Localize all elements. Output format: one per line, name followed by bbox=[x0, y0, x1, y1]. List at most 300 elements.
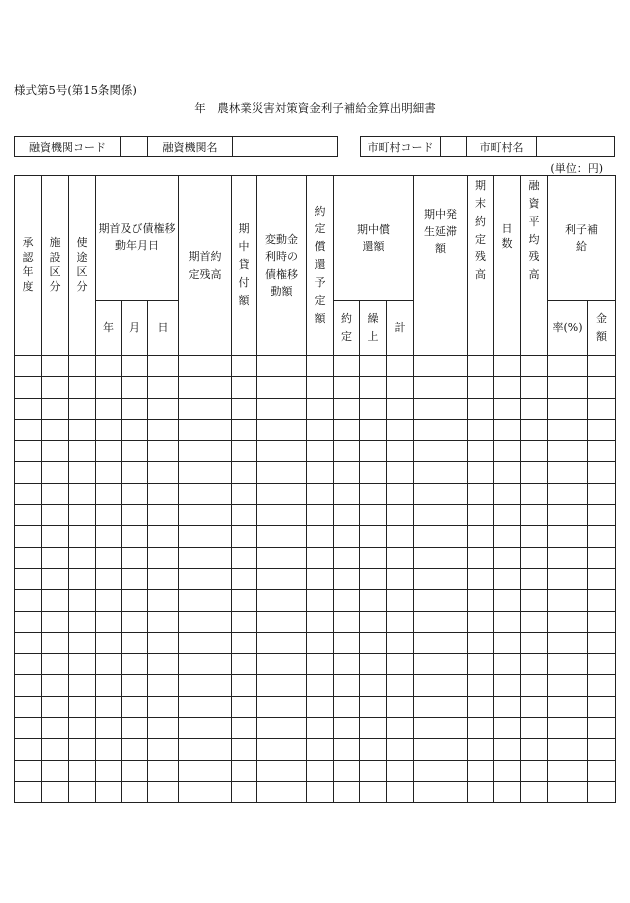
entry-cell[interactable] bbox=[468, 526, 494, 547]
entry-cell[interactable] bbox=[521, 398, 548, 419]
entry-cell[interactable] bbox=[96, 441, 122, 462]
entry-cell[interactable] bbox=[548, 654, 588, 675]
entry-cell[interactable] bbox=[588, 760, 616, 781]
entry-cell[interactable] bbox=[148, 632, 179, 653]
entry-cell[interactable] bbox=[15, 356, 42, 377]
entry-cell[interactable] bbox=[360, 760, 387, 781]
entry-cell[interactable] bbox=[521, 654, 548, 675]
entry-cell[interactable] bbox=[15, 675, 42, 696]
entry-cell[interactable] bbox=[69, 441, 96, 462]
entry-cell[interactable] bbox=[96, 654, 122, 675]
entry-cell[interactable] bbox=[42, 398, 69, 419]
entry-cell[interactable] bbox=[360, 462, 387, 483]
entry-cell[interactable] bbox=[15, 419, 42, 440]
entry-cell[interactable] bbox=[494, 781, 521, 802]
entry-cell[interactable] bbox=[334, 441, 360, 462]
entry-cell[interactable] bbox=[257, 483, 307, 504]
entry-cell[interactable] bbox=[360, 675, 387, 696]
entry-cell[interactable] bbox=[494, 654, 521, 675]
entry-cell[interactable] bbox=[42, 611, 69, 632]
entry-cell[interactable] bbox=[148, 739, 179, 760]
entry-cell[interactable] bbox=[588, 632, 616, 653]
entry-cell[interactable] bbox=[494, 590, 521, 611]
entry-cell[interactable] bbox=[548, 547, 588, 568]
entry-cell[interactable] bbox=[69, 632, 96, 653]
entry-cell[interactable] bbox=[179, 526, 232, 547]
entry-cell[interactable] bbox=[15, 568, 42, 589]
entry-cell[interactable] bbox=[69, 696, 96, 717]
entry-cell[interactable] bbox=[521, 462, 548, 483]
entry-cell[interactable] bbox=[179, 696, 232, 717]
entry-cell[interactable] bbox=[69, 505, 96, 526]
entry-cell[interactable] bbox=[494, 505, 521, 526]
entry-cell[interactable] bbox=[179, 739, 232, 760]
entry-cell[interactable] bbox=[15, 611, 42, 632]
entry-cell[interactable] bbox=[360, 398, 387, 419]
entry-cell[interactable] bbox=[42, 441, 69, 462]
entry-cell[interactable] bbox=[548, 441, 588, 462]
entry-cell[interactable] bbox=[232, 632, 257, 653]
entry-cell[interactable] bbox=[148, 483, 179, 504]
entry-cell[interactable] bbox=[69, 718, 96, 739]
entry-cell[interactable] bbox=[257, 760, 307, 781]
entry-cell[interactable] bbox=[69, 398, 96, 419]
entry-cell[interactable] bbox=[414, 356, 468, 377]
entry-cell[interactable] bbox=[468, 419, 494, 440]
entry-cell[interactable] bbox=[257, 398, 307, 419]
entry-cell[interactable] bbox=[334, 696, 360, 717]
entry-cell[interactable] bbox=[148, 654, 179, 675]
entry-cell[interactable] bbox=[122, 505, 148, 526]
entry-cell[interactable] bbox=[96, 398, 122, 419]
entry-cell[interactable] bbox=[96, 505, 122, 526]
entry-cell[interactable] bbox=[334, 462, 360, 483]
entry-cell[interactable] bbox=[494, 419, 521, 440]
entry-cell[interactable] bbox=[307, 739, 334, 760]
entry-cell[interactable] bbox=[42, 356, 69, 377]
entry-cell[interactable] bbox=[521, 718, 548, 739]
entry-cell[interactable] bbox=[468, 611, 494, 632]
entry-cell[interactable] bbox=[494, 568, 521, 589]
entry-cell[interactable] bbox=[334, 781, 360, 802]
entry-cell[interactable] bbox=[414, 377, 468, 398]
entry-cell[interactable] bbox=[387, 611, 414, 632]
entry-cell[interactable] bbox=[307, 441, 334, 462]
entry-cell[interactable] bbox=[521, 590, 548, 611]
entry-cell[interactable] bbox=[521, 547, 548, 568]
entry-cell[interactable] bbox=[414, 632, 468, 653]
entry-cell[interactable] bbox=[468, 590, 494, 611]
entry-cell[interactable] bbox=[494, 760, 521, 781]
entry-cell[interactable] bbox=[122, 632, 148, 653]
entry-cell[interactable] bbox=[548, 718, 588, 739]
entry-cell[interactable] bbox=[96, 377, 122, 398]
entry-cell[interactable] bbox=[334, 526, 360, 547]
entry-cell[interactable] bbox=[257, 654, 307, 675]
entry-cell[interactable] bbox=[334, 718, 360, 739]
entry-cell[interactable] bbox=[69, 739, 96, 760]
entry-cell[interactable] bbox=[334, 632, 360, 653]
entry-cell[interactable] bbox=[148, 760, 179, 781]
entry-cell[interactable] bbox=[69, 760, 96, 781]
entry-cell[interactable] bbox=[15, 526, 42, 547]
entry-cell[interactable] bbox=[307, 590, 334, 611]
entry-cell[interactable] bbox=[588, 526, 616, 547]
entry-cell[interactable] bbox=[360, 526, 387, 547]
entry-cell[interactable] bbox=[15, 739, 42, 760]
entry-cell[interactable] bbox=[468, 483, 494, 504]
entry-cell[interactable] bbox=[122, 781, 148, 802]
entry-cell[interactable] bbox=[334, 590, 360, 611]
entry-cell[interactable] bbox=[307, 568, 334, 589]
entry-cell[interactable] bbox=[257, 568, 307, 589]
entry-cell[interactable] bbox=[360, 377, 387, 398]
entry-cell[interactable] bbox=[414, 696, 468, 717]
entry-cell[interactable] bbox=[307, 611, 334, 632]
entry-cell[interactable] bbox=[69, 462, 96, 483]
entry-cell[interactable] bbox=[15, 590, 42, 611]
entry-cell[interactable] bbox=[588, 696, 616, 717]
entry-cell[interactable] bbox=[588, 568, 616, 589]
entry-cell[interactable] bbox=[588, 675, 616, 696]
entry-cell[interactable] bbox=[468, 718, 494, 739]
entry-cell[interactable] bbox=[96, 590, 122, 611]
entry-cell[interactable] bbox=[468, 632, 494, 653]
entry-cell[interactable] bbox=[232, 526, 257, 547]
entry-cell[interactable] bbox=[42, 505, 69, 526]
entry-cell[interactable] bbox=[96, 718, 122, 739]
entry-cell[interactable] bbox=[257, 547, 307, 568]
entry-cell[interactable] bbox=[15, 696, 42, 717]
entry-cell[interactable] bbox=[414, 611, 468, 632]
entry-cell[interactable] bbox=[387, 632, 414, 653]
entry-cell[interactable] bbox=[360, 441, 387, 462]
entry-cell[interactable] bbox=[334, 654, 360, 675]
entry-cell[interactable] bbox=[179, 611, 232, 632]
entry-cell[interactable] bbox=[69, 675, 96, 696]
entry-cell[interactable] bbox=[468, 739, 494, 760]
entry-cell[interactable] bbox=[360, 547, 387, 568]
entry-cell[interactable] bbox=[122, 547, 148, 568]
entry-cell[interactable] bbox=[15, 718, 42, 739]
entry-cell[interactable] bbox=[334, 419, 360, 440]
entry-cell[interactable] bbox=[494, 441, 521, 462]
entry-cell[interactable] bbox=[148, 718, 179, 739]
entry-cell[interactable] bbox=[179, 781, 232, 802]
entry-cell[interactable] bbox=[588, 611, 616, 632]
entry-cell[interactable] bbox=[588, 781, 616, 802]
entry-cell[interactable] bbox=[96, 632, 122, 653]
entry-cell[interactable] bbox=[148, 505, 179, 526]
entry-cell[interactable] bbox=[387, 398, 414, 419]
entry-cell[interactable] bbox=[468, 760, 494, 781]
entry-cell[interactable] bbox=[122, 760, 148, 781]
entry-cell[interactable] bbox=[548, 526, 588, 547]
entry-cell[interactable] bbox=[548, 632, 588, 653]
entry-cell[interactable] bbox=[548, 611, 588, 632]
entry-cell[interactable] bbox=[96, 696, 122, 717]
entry-cell[interactable] bbox=[232, 547, 257, 568]
municipality-name-field[interactable] bbox=[537, 137, 614, 156]
entry-cell[interactable] bbox=[334, 377, 360, 398]
entry-cell[interactable] bbox=[96, 526, 122, 547]
entry-cell[interactable] bbox=[232, 590, 257, 611]
entry-cell[interactable] bbox=[387, 568, 414, 589]
entry-cell[interactable] bbox=[179, 590, 232, 611]
entry-cell[interactable] bbox=[232, 419, 257, 440]
entry-cell[interactable] bbox=[15, 398, 42, 419]
entry-cell[interactable] bbox=[69, 611, 96, 632]
entry-cell[interactable] bbox=[122, 696, 148, 717]
entry-cell[interactable] bbox=[42, 654, 69, 675]
entry-cell[interactable] bbox=[122, 611, 148, 632]
entry-cell[interactable] bbox=[414, 781, 468, 802]
entry-cell[interactable] bbox=[494, 547, 521, 568]
entry-cell[interactable] bbox=[307, 675, 334, 696]
entry-cell[interactable] bbox=[387, 483, 414, 504]
entry-cell[interactable] bbox=[387, 696, 414, 717]
entry-cell[interactable] bbox=[42, 377, 69, 398]
lender-code-field[interactable] bbox=[121, 137, 148, 156]
entry-cell[interactable] bbox=[387, 781, 414, 802]
entry-cell[interactable] bbox=[232, 718, 257, 739]
entry-cell[interactable] bbox=[521, 611, 548, 632]
entry-cell[interactable] bbox=[468, 568, 494, 589]
entry-cell[interactable] bbox=[548, 419, 588, 440]
entry-cell[interactable] bbox=[588, 462, 616, 483]
entry-cell[interactable] bbox=[69, 377, 96, 398]
entry-cell[interactable] bbox=[148, 441, 179, 462]
entry-cell[interactable] bbox=[179, 356, 232, 377]
entry-cell[interactable] bbox=[257, 675, 307, 696]
entry-cell[interactable] bbox=[588, 718, 616, 739]
entry-cell[interactable] bbox=[414, 462, 468, 483]
entry-cell[interactable] bbox=[387, 547, 414, 568]
entry-cell[interactable] bbox=[307, 718, 334, 739]
entry-cell[interactable] bbox=[494, 632, 521, 653]
entry-cell[interactable] bbox=[588, 590, 616, 611]
entry-cell[interactable] bbox=[232, 781, 257, 802]
entry-cell[interactable] bbox=[414, 441, 468, 462]
entry-cell[interactable] bbox=[69, 547, 96, 568]
entry-cell[interactable] bbox=[122, 441, 148, 462]
entry-cell[interactable] bbox=[42, 590, 69, 611]
entry-cell[interactable] bbox=[122, 590, 148, 611]
entry-cell[interactable] bbox=[387, 441, 414, 462]
entry-cell[interactable] bbox=[42, 696, 69, 717]
entry-cell[interactable] bbox=[307, 760, 334, 781]
entry-cell[interactable] bbox=[257, 505, 307, 526]
entry-cell[interactable] bbox=[69, 356, 96, 377]
entry-cell[interactable] bbox=[148, 781, 179, 802]
entry-cell[interactable] bbox=[414, 547, 468, 568]
entry-cell[interactable] bbox=[96, 760, 122, 781]
entry-cell[interactable] bbox=[521, 377, 548, 398]
entry-cell[interactable] bbox=[148, 568, 179, 589]
entry-cell[interactable] bbox=[468, 505, 494, 526]
entry-cell[interactable] bbox=[96, 483, 122, 504]
entry-cell[interactable] bbox=[521, 441, 548, 462]
entry-cell[interactable] bbox=[307, 632, 334, 653]
entry-cell[interactable] bbox=[257, 718, 307, 739]
entry-cell[interactable] bbox=[232, 760, 257, 781]
entry-cell[interactable] bbox=[387, 462, 414, 483]
entry-cell[interactable] bbox=[179, 462, 232, 483]
entry-cell[interactable] bbox=[15, 462, 42, 483]
entry-cell[interactable] bbox=[232, 441, 257, 462]
entry-cell[interactable] bbox=[307, 483, 334, 504]
entry-cell[interactable] bbox=[588, 441, 616, 462]
entry-cell[interactable] bbox=[548, 760, 588, 781]
entry-cell[interactable] bbox=[122, 675, 148, 696]
entry-cell[interactable] bbox=[148, 398, 179, 419]
entry-cell[interactable] bbox=[387, 526, 414, 547]
entry-cell[interactable] bbox=[122, 739, 148, 760]
entry-cell[interactable] bbox=[548, 590, 588, 611]
entry-cell[interactable] bbox=[494, 739, 521, 760]
entry-cell[interactable] bbox=[521, 739, 548, 760]
entry-cell[interactable] bbox=[179, 675, 232, 696]
entry-cell[interactable] bbox=[179, 654, 232, 675]
entry-cell[interactable] bbox=[257, 696, 307, 717]
entry-cell[interactable] bbox=[494, 718, 521, 739]
entry-cell[interactable] bbox=[588, 505, 616, 526]
entry-cell[interactable] bbox=[232, 696, 257, 717]
entry-cell[interactable] bbox=[122, 526, 148, 547]
entry-cell[interactable] bbox=[148, 675, 179, 696]
entry-cell[interactable] bbox=[307, 462, 334, 483]
entry-cell[interactable] bbox=[387, 718, 414, 739]
entry-cell[interactable] bbox=[387, 377, 414, 398]
entry-cell[interactable] bbox=[122, 568, 148, 589]
entry-cell[interactable] bbox=[257, 739, 307, 760]
entry-cell[interactable] bbox=[468, 462, 494, 483]
entry-cell[interactable] bbox=[588, 654, 616, 675]
entry-cell[interactable] bbox=[360, 568, 387, 589]
entry-cell[interactable] bbox=[148, 462, 179, 483]
entry-cell[interactable] bbox=[360, 632, 387, 653]
entry-cell[interactable] bbox=[122, 483, 148, 504]
entry-cell[interactable] bbox=[232, 398, 257, 419]
entry-cell[interactable] bbox=[69, 781, 96, 802]
entry-cell[interactable] bbox=[148, 526, 179, 547]
entry-cell[interactable] bbox=[148, 611, 179, 632]
entry-cell[interactable] bbox=[42, 718, 69, 739]
entry-cell[interactable] bbox=[521, 483, 548, 504]
entry-cell[interactable] bbox=[257, 781, 307, 802]
entry-cell[interactable] bbox=[521, 526, 548, 547]
entry-cell[interactable] bbox=[414, 419, 468, 440]
entry-cell[interactable] bbox=[232, 675, 257, 696]
entry-cell[interactable] bbox=[15, 547, 42, 568]
entry-cell[interactable] bbox=[96, 675, 122, 696]
entry-cell[interactable] bbox=[122, 718, 148, 739]
entry-cell[interactable] bbox=[307, 696, 334, 717]
entry-cell[interactable] bbox=[414, 760, 468, 781]
entry-cell[interactable] bbox=[179, 483, 232, 504]
entry-cell[interactable] bbox=[521, 781, 548, 802]
entry-cell[interactable] bbox=[15, 781, 42, 802]
entry-cell[interactable] bbox=[122, 462, 148, 483]
entry-cell[interactable] bbox=[232, 483, 257, 504]
entry-cell[interactable] bbox=[69, 526, 96, 547]
entry-cell[interactable] bbox=[468, 377, 494, 398]
entry-cell[interactable] bbox=[548, 377, 588, 398]
entry-cell[interactable] bbox=[468, 654, 494, 675]
entry-cell[interactable] bbox=[521, 568, 548, 589]
entry-cell[interactable] bbox=[494, 696, 521, 717]
entry-cell[interactable] bbox=[360, 654, 387, 675]
entry-cell[interactable] bbox=[387, 739, 414, 760]
entry-cell[interactable] bbox=[42, 781, 69, 802]
entry-cell[interactable] bbox=[468, 547, 494, 568]
entry-cell[interactable] bbox=[42, 632, 69, 653]
entry-cell[interactable] bbox=[548, 483, 588, 504]
entry-cell[interactable] bbox=[15, 441, 42, 462]
entry-cell[interactable] bbox=[468, 675, 494, 696]
entry-cell[interactable] bbox=[334, 675, 360, 696]
entry-cell[interactable] bbox=[548, 356, 588, 377]
entry-cell[interactable] bbox=[179, 718, 232, 739]
entry-cell[interactable] bbox=[15, 377, 42, 398]
entry-cell[interactable] bbox=[360, 505, 387, 526]
entry-cell[interactable] bbox=[179, 547, 232, 568]
entry-cell[interactable] bbox=[334, 611, 360, 632]
entry-cell[interactable] bbox=[548, 675, 588, 696]
entry-cell[interactable] bbox=[494, 356, 521, 377]
entry-cell[interactable] bbox=[148, 590, 179, 611]
entry-cell[interactable] bbox=[387, 419, 414, 440]
entry-cell[interactable] bbox=[122, 377, 148, 398]
entry-cell[interactable] bbox=[257, 419, 307, 440]
entry-cell[interactable] bbox=[42, 483, 69, 504]
entry-cell[interactable] bbox=[122, 398, 148, 419]
entry-cell[interactable] bbox=[42, 462, 69, 483]
entry-cell[interactable] bbox=[521, 675, 548, 696]
entry-cell[interactable] bbox=[494, 611, 521, 632]
entry-cell[interactable] bbox=[15, 632, 42, 653]
entry-cell[interactable] bbox=[257, 377, 307, 398]
entry-cell[interactable] bbox=[69, 654, 96, 675]
entry-cell[interactable] bbox=[257, 526, 307, 547]
entry-cell[interactable] bbox=[96, 781, 122, 802]
entry-cell[interactable] bbox=[494, 398, 521, 419]
entry-cell[interactable] bbox=[494, 526, 521, 547]
entry-cell[interactable] bbox=[521, 760, 548, 781]
entry-cell[interactable] bbox=[468, 398, 494, 419]
entry-cell[interactable] bbox=[42, 568, 69, 589]
entry-cell[interactable] bbox=[521, 505, 548, 526]
entry-cell[interactable] bbox=[360, 356, 387, 377]
entry-cell[interactable] bbox=[360, 611, 387, 632]
entry-cell[interactable] bbox=[179, 441, 232, 462]
entry-cell[interactable] bbox=[69, 419, 96, 440]
lender-name-field[interactable] bbox=[233, 137, 337, 156]
entry-cell[interactable] bbox=[414, 483, 468, 504]
entry-cell[interactable] bbox=[387, 654, 414, 675]
entry-cell[interactable] bbox=[548, 696, 588, 717]
entry-cell[interactable] bbox=[96, 419, 122, 440]
entry-cell[interactable] bbox=[334, 739, 360, 760]
entry-cell[interactable] bbox=[232, 462, 257, 483]
entry-cell[interactable] bbox=[360, 781, 387, 802]
entry-cell[interactable] bbox=[179, 419, 232, 440]
entry-cell[interactable] bbox=[69, 568, 96, 589]
entry-cell[interactable] bbox=[387, 356, 414, 377]
entry-cell[interactable] bbox=[42, 547, 69, 568]
entry-cell[interactable] bbox=[232, 505, 257, 526]
entry-cell[interactable] bbox=[148, 419, 179, 440]
